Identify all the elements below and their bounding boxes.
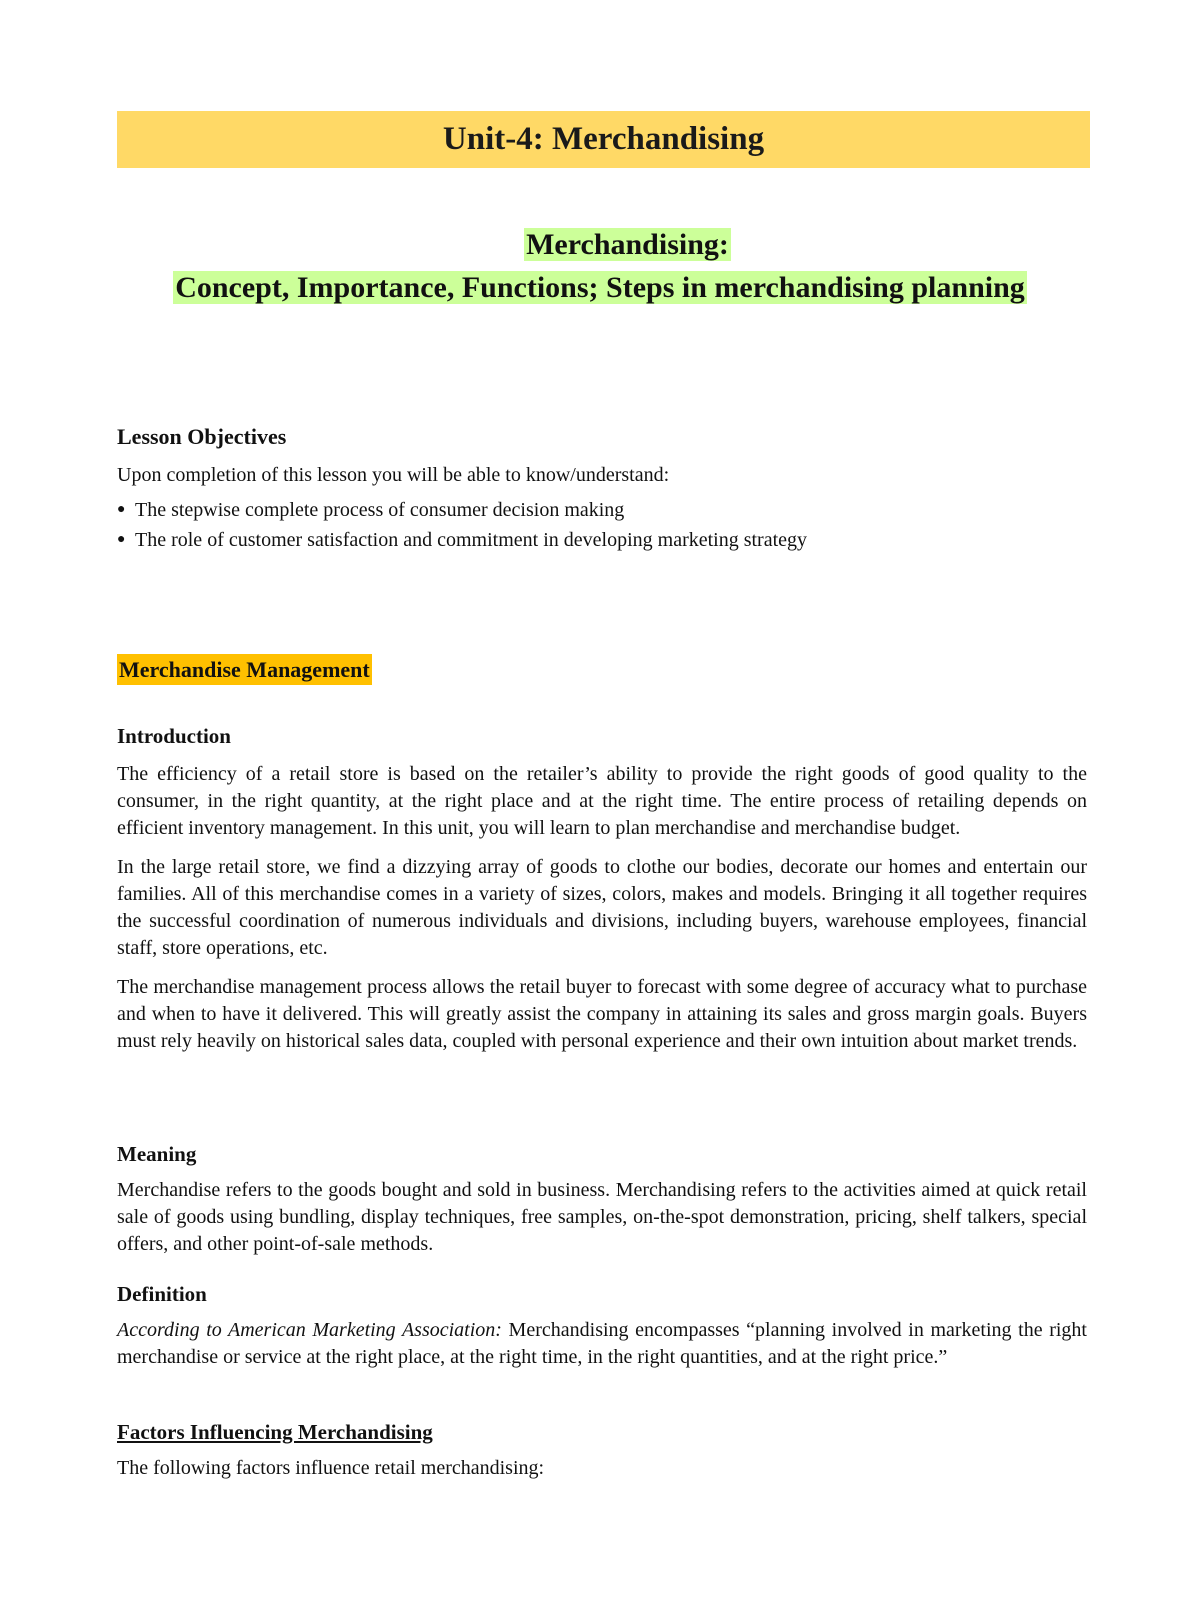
meaning-heading: Meaning	[117, 1142, 197, 1166]
introduction-heading: Introduction	[117, 724, 231, 748]
lesson-objectives	[117, 424, 1087, 555]
section-heading: Merchandise Management	[117, 654, 372, 685]
unit-title: Unit-4: Merchandising	[442, 121, 765, 157]
unit-title-banner	[117, 111, 1090, 168]
factors-section	[117, 1420, 1087, 1482]
introduction-section	[117, 724, 1087, 1055]
definition-section	[117, 1282, 1087, 1371]
bullet-icon: ●	[117, 502, 126, 517]
bullet-text: The stepwise complete process of consumer decision making	[135, 499, 625, 521]
intro-paragraph-2: In the large retail store, we find a dizzying array of goods to clothe our bodies, decorate our homes and entertain our families. All of this merchandise comes in a variety of sizes, colors, makes and models. Bringing it all together requires the successful coordination of numerous individuals and divisions, including buyers, warehouse employees, financial staff, store operations, etc.	[117, 856, 1087, 959]
objectives-intro: Upon completion of this lesson you will be able to know/understand:	[117, 464, 670, 486]
intro-paragraph-1: The efficiency of a retail store is based on the retailer’s ability to provide the right goods of good quality to the consumer, in the right quantity, at the right place and at the right time. The entire process of retailing depends on efficient inventory management. In this unit, you will learn to plan merchandise and merchandise budget.	[117, 763, 1087, 839]
list-item	[117, 525, 1087, 555]
merchandise-management-section	[117, 657, 1087, 683]
meaning-paragraph: Merchandise refers to the goods bought and sold in business. Merchandising refers to the activities aimed at quick retail sale of goods using bundling, display techniques, free samples, on-the-spot demonstration, pricing, shelf talkers, special offers, and other point-of-sale methods.	[117, 1179, 1087, 1255]
factors-intro: The following factors influence retail merchandising:	[117, 1457, 545, 1479]
definition-heading: Definition	[117, 1282, 207, 1306]
objectives-list	[117, 495, 1087, 555]
intro-paragraph-3: The merchandise management process allows the retail buyer to forecast with some degree of accuracy what to purchase and when to have it delivered. This will greatly assist the company in attaining its sales and gross margin goals. Buyers must rely heavily on historical sales data, coupled with personal experience and their own intuition about market trends.	[117, 976, 1087, 1052]
definition-text: Merchandising encompasses “planning involved in marketing the right merchandise or service at the right place, at the right time, in the right quantities, and at the right price.”	[117, 1319, 1087, 1368]
definition-paragraph	[117, 1317, 1087, 1371]
lesson-subtitle	[0, 226, 1200, 312]
objectives-heading: Lesson Objectives	[117, 424, 287, 449]
subtitle-line-2: Concept, Importance, Functions; Steps in merchandising planning	[175, 271, 1025, 304]
list-item	[117, 495, 1087, 525]
bullet-icon: ●	[117, 532, 126, 547]
definition-source: According to American Marketing Association:	[117, 1319, 502, 1341]
bullet-text: The role of customer satisfaction and commitment in developing marketing strategy	[135, 529, 808, 551]
subtitle-line-1: Merchandising:	[526, 228, 729, 261]
factors-heading: Factors Influencing Merchandising	[117, 1420, 433, 1444]
meaning-section	[117, 1142, 1087, 1258]
